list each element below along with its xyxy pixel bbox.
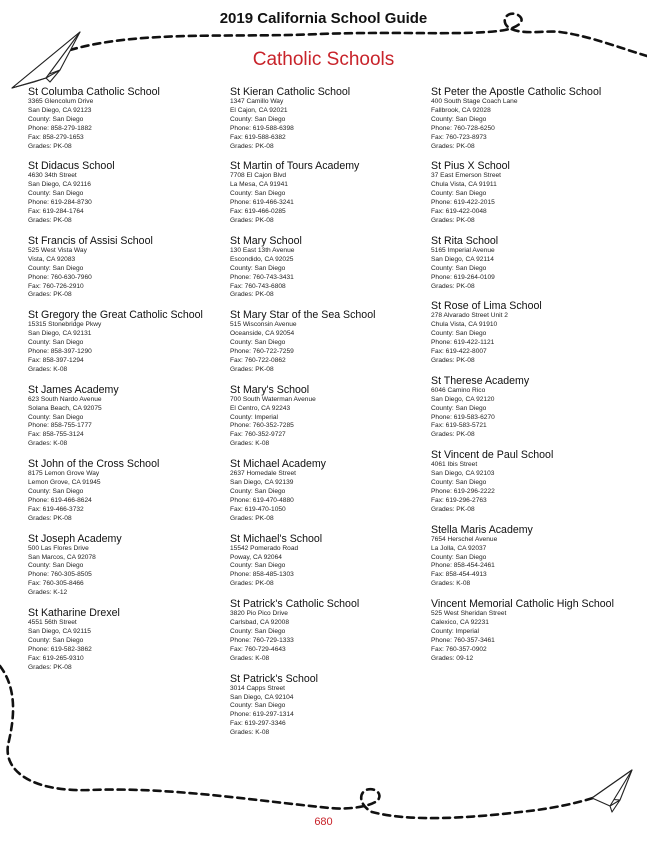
school-entry xyxy=(230,673,430,738)
school-grades: Grades: K-08 xyxy=(230,440,270,448)
school-name: St Therese Academy xyxy=(431,374,530,387)
school-city: Oceanside, CA 92054 xyxy=(230,330,295,338)
school-city: La Mesa, CA 91941 xyxy=(230,181,288,189)
school-address: 525 West Vista Way xyxy=(28,246,87,254)
school-grades: Grades: K-08 xyxy=(28,440,68,448)
school-entry xyxy=(230,235,430,300)
school-name: St Columba Catholic School xyxy=(28,86,160,98)
school-grades: Grades: PK-08 xyxy=(431,216,475,224)
school-city: Chula Vista, CA 91911 xyxy=(431,181,497,189)
school-address: 5165 Imperial Avenue xyxy=(431,246,495,254)
school-fax: Fax: 760-352-9727 xyxy=(230,431,286,439)
school-county: County: San Diego xyxy=(230,190,286,198)
school-entry xyxy=(431,598,631,663)
school-grades: Grades: K-08 xyxy=(28,365,68,373)
school-phone: Phone: 858-755-1777 xyxy=(28,422,92,430)
school-name: St Francis of Assisi School xyxy=(28,234,153,247)
school-entry xyxy=(28,458,228,523)
school-city: San Diego, CA 92103 xyxy=(431,470,495,478)
school-phone: Phone: 760-728-6250 xyxy=(431,124,495,132)
school-fax: Fax: 760-357-0902 xyxy=(431,645,487,653)
school-address: 500 Las Flores Drive xyxy=(28,544,89,552)
school-county: County: San Diego xyxy=(431,115,487,123)
school-phone: Phone: 619-264-0109 xyxy=(431,273,495,281)
school-address: 278 Alvarado Street Unit 2 xyxy=(431,312,508,320)
school-phone: Phone: 619-296-2222 xyxy=(431,488,495,495)
school-grades: Grades: PK-08 xyxy=(230,216,274,224)
school-county: County: San Diego xyxy=(230,702,286,710)
school-entry xyxy=(431,524,631,589)
school-grades: Grades: PK-08 xyxy=(230,142,274,150)
school-city: San Diego, CA 92139 xyxy=(230,479,294,487)
school-name: St Patrick's Catholic School xyxy=(230,598,360,611)
school-city: San Diego, CA 92116 xyxy=(28,181,91,189)
school-grades: Grades: PK-08 xyxy=(230,365,274,373)
school-phone: Phone: 858-454-2461 xyxy=(431,562,495,570)
school-county: County: San Diego xyxy=(28,636,84,644)
school-grades: Grades: K-08 xyxy=(230,654,270,662)
school-city: San Diego, CA 92114 xyxy=(431,255,494,263)
school-entry xyxy=(28,607,228,672)
school-address: 3820 Pio Pico Drive xyxy=(230,610,288,618)
school-column-3 xyxy=(431,86,631,673)
school-name: St Pius X School xyxy=(431,160,510,173)
school-phone: Phone: 760-352-7285 xyxy=(230,422,294,430)
school-entry xyxy=(431,449,631,514)
school-address: 15542 Pomerado Road xyxy=(230,544,299,552)
school-county: County: San Diego xyxy=(230,339,286,347)
school-grades: Grades: PK-08 xyxy=(230,514,274,522)
school-fax: Fax: 619-297-3346 xyxy=(230,720,286,728)
school-name: St Michael Academy xyxy=(230,458,326,471)
school-address: 130 East 13th Avenue xyxy=(230,246,295,254)
school-county: County: San Diego xyxy=(28,413,84,421)
school-city: El Centro, CA 92243 xyxy=(230,404,291,412)
school-city: El Cajon, CA 92021 xyxy=(230,106,288,114)
school-fax: Fax: 760-726-2910 xyxy=(28,282,84,290)
school-address: 3365 Glencolum Drive xyxy=(28,98,94,105)
school-county: County: San Diego xyxy=(28,115,84,123)
school-phone: Phone: 858-279-1882 xyxy=(28,124,92,132)
school-grades: Grades: PK-08 xyxy=(28,142,72,150)
school-name: St Joseph Academy xyxy=(28,532,122,545)
school-fax: Fax: 760-722-0862 xyxy=(230,356,286,364)
school-city: San Diego, CA 92123 xyxy=(28,106,92,114)
school-entry xyxy=(28,533,228,598)
school-name: St Mary's School xyxy=(230,383,310,396)
school-name: St Peter the Apostle Catholic School xyxy=(431,86,602,98)
school-fax: Fax: 619-284-1764 xyxy=(28,208,84,216)
school-name: St Martin of Tours Academy xyxy=(230,160,360,173)
page-number: 680 xyxy=(314,816,333,828)
school-grades: Grades: PK-08 xyxy=(230,291,274,299)
school-phone: Phone: 619-588-6398 xyxy=(230,124,294,132)
school-county: County: San Diego xyxy=(28,339,84,347)
school-county: County: San Diego xyxy=(230,627,286,635)
school-county: County: San Diego xyxy=(431,404,487,412)
school-entry xyxy=(230,160,430,225)
school-grades: Grades: PK-08 xyxy=(28,514,72,522)
school-fax: Fax: 619-588-6382 xyxy=(230,133,286,141)
school-phone: Phone: 760-722-7259 xyxy=(230,348,294,356)
school-county: County: San Diego xyxy=(230,264,286,272)
school-phone: Phone: 619-284-8730 xyxy=(28,199,92,207)
school-entry xyxy=(28,86,228,151)
school-county: County: San Diego xyxy=(230,115,286,123)
school-county: County: San Diego xyxy=(28,264,84,272)
school-entry xyxy=(28,160,228,225)
school-address: 400 South Stage Coach Lane xyxy=(431,98,518,105)
school-address: 4630 34th Street xyxy=(28,172,77,180)
school-fax: Fax: 760-729-4643 xyxy=(230,645,286,653)
school-city: San Diego, CA 92104 xyxy=(230,693,294,701)
school-name: St James Academy xyxy=(28,383,119,396)
school-phone: Phone: 619-466-3241 xyxy=(230,199,294,207)
school-entry xyxy=(431,300,631,365)
school-entry xyxy=(28,235,228,300)
school-grades: Grades: PK-08 xyxy=(230,580,274,588)
school-name: St Vincent de Paul School xyxy=(431,449,554,462)
school-phone: Phone: 619-422-1121 xyxy=(431,339,495,347)
school-grades: Grades: PK-08 xyxy=(28,216,72,224)
school-entry xyxy=(431,235,631,292)
school-name: St Mary School xyxy=(230,234,302,247)
school-entry xyxy=(28,384,228,449)
school-phone: Phone: 619-582-3862 xyxy=(28,645,92,653)
school-city: Carlsbad, CA 92008 xyxy=(230,619,290,627)
school-entry xyxy=(230,384,430,449)
school-city: Lemon Grove, CA 91945 xyxy=(28,479,101,487)
school-address: 515 Wisconsin Avenue xyxy=(230,321,297,329)
school-address: 4551 56th Street xyxy=(28,619,77,627)
school-column-2 xyxy=(230,86,430,747)
school-address: 8175 Lemon Grove Way xyxy=(28,470,100,478)
school-county: County: San Diego xyxy=(230,562,286,570)
school-phone: Phone: 619-583-6270 xyxy=(431,413,495,421)
school-fax: Fax: 760-305-8466 xyxy=(28,580,84,588)
school-county: County: San Diego xyxy=(431,190,487,198)
school-entry xyxy=(230,86,430,151)
school-name: St Katharine Drexel xyxy=(28,607,120,620)
school-phone: Phone: 760-630-7960 xyxy=(28,273,92,281)
school-phone: Phone: 619-466-8624 xyxy=(28,496,92,504)
school-phone: Phone: 858-397-1290 xyxy=(28,348,92,356)
school-grades: Grades: PK-08 xyxy=(431,142,475,150)
school-grades: Grades: K-08 xyxy=(230,729,270,737)
school-fax: Fax: 619-422-0048 xyxy=(431,208,487,216)
school-grades: Grades: PK-08 xyxy=(431,505,475,513)
school-county: County: San Diego xyxy=(28,190,84,198)
school-county: County: San Diego xyxy=(431,553,487,561)
school-name: St Rose of Lima School xyxy=(431,300,542,313)
school-address: 525 West Sheridan Street xyxy=(431,610,507,618)
school-entry xyxy=(230,598,430,663)
school-city: Solana Beach, CA 92075 xyxy=(28,404,102,412)
school-address: 700 South Waterman Avenue xyxy=(230,395,316,403)
school-entry xyxy=(230,533,430,590)
school-entry xyxy=(28,309,228,374)
school-fax: Fax: 619-466-0285 xyxy=(230,208,286,216)
school-city: Calexico, CA 92231 xyxy=(431,619,489,627)
school-county: County: San Diego xyxy=(230,488,286,495)
school-grades: Grades: PK-08 xyxy=(28,291,72,299)
school-name: St Gregory the Great Catholic School xyxy=(28,309,203,322)
school-city: San Diego, CA 92115 xyxy=(28,627,91,635)
school-name: St John of the Cross School xyxy=(28,458,160,471)
school-fax: Fax: 619-265-9310 xyxy=(28,654,84,662)
school-fax: Fax: 858-755-3124 xyxy=(28,431,84,439)
school-entry xyxy=(431,86,631,151)
school-county: County: Imperial xyxy=(230,413,279,421)
school-phone: Phone: 619-470-4880 xyxy=(230,496,294,504)
school-name: Vincent Memorial Catholic High School xyxy=(431,598,614,611)
school-name: St Mary Star of the Sea School xyxy=(230,309,376,322)
school-city: Escondido, CA 92025 xyxy=(230,255,294,263)
school-fax: Fax: 760-723-8973 xyxy=(431,133,487,141)
school-city: Chula Vista, CA 91910 xyxy=(431,321,498,329)
school-county: County: San Diego xyxy=(431,479,487,487)
school-address: 15315 Stonebridge Pkwy xyxy=(28,321,102,329)
school-phone: Phone: 858-485-1303 xyxy=(230,571,294,579)
school-phone: Phone: 760-305-8505 xyxy=(28,571,92,579)
school-grades: Grades: PK-08 xyxy=(431,356,475,364)
school-city: La Jolla, CA 92037 xyxy=(431,544,487,552)
school-fax: Fax: 858-397-1294 xyxy=(28,356,84,364)
school-grades: Grades: K-08 xyxy=(431,580,471,588)
school-grades: Grades: 09-12 xyxy=(431,654,474,662)
school-city: San Marcos, CA 92078 xyxy=(28,553,96,561)
school-fax: Fax: 619-470-1050 xyxy=(230,505,286,513)
school-fax: Fax: 619-296-2763 xyxy=(431,496,487,504)
school-phone: Phone: 760-729-1333 xyxy=(230,636,294,644)
school-grades: Grades: PK-08 xyxy=(431,282,475,290)
school-city: San Diego, CA 92131 xyxy=(28,330,92,338)
school-phone: Phone: 619-297-1314 xyxy=(230,711,294,719)
school-address: 4061 Ibis Street xyxy=(431,461,478,469)
school-city: San Diego, CA 92120 xyxy=(431,395,495,403)
school-county: County: San Diego xyxy=(28,488,84,495)
school-entry xyxy=(431,375,631,440)
school-name: St Rita School xyxy=(431,234,499,247)
school-address: 6046 Camino Rico xyxy=(431,386,486,394)
school-address: 2637 Homedale Street xyxy=(230,470,296,478)
school-fax: Fax: 760-743-6808 xyxy=(230,282,286,290)
school-name: Stella Maris Academy xyxy=(431,523,533,536)
school-fax: Fax: 858-454-4913 xyxy=(431,571,487,579)
school-address: 7708 El Cajon Blvd xyxy=(230,172,287,180)
school-name: St Patrick's School xyxy=(230,672,318,685)
school-address: 623 South Nardo Avenue xyxy=(28,395,102,403)
school-address: 3014 Capps Street xyxy=(230,684,285,692)
school-county: County: San Diego xyxy=(28,562,84,570)
school-fax: Fax: 619-583-5721 xyxy=(431,422,487,430)
school-phone: Phone: 760-357-3461 xyxy=(431,636,495,644)
school-grades: Grades: K-12 xyxy=(28,589,68,597)
school-name: St Kieran Catholic School xyxy=(230,86,351,98)
school-name: St Didacus School xyxy=(28,160,115,173)
school-phone: Phone: 760-743-3431 xyxy=(230,273,294,281)
school-column-1 xyxy=(28,86,228,682)
school-address: 37 East Emerson Street xyxy=(431,172,502,180)
school-entry xyxy=(230,309,430,374)
guide-title: 2019 California School Guide xyxy=(219,10,428,27)
school-address: 1347 Camillo Way xyxy=(230,98,284,105)
school-fax: Fax: 619-422-8007 xyxy=(431,348,487,356)
school-fax: Fax: 858-279-1653 xyxy=(28,133,84,141)
school-county: County: Imperial xyxy=(431,627,480,635)
school-address: 7654 Herschel Avenue xyxy=(431,535,498,543)
school-city: Fallbrook, CA 92028 xyxy=(431,106,491,114)
school-city: Poway, CA 92064 xyxy=(230,553,282,561)
school-city: Vista, CA 92083 xyxy=(28,255,76,263)
school-grades: Grades: PK-08 xyxy=(28,663,72,671)
school-phone: Phone: 619-422-2015 xyxy=(431,199,495,207)
paper-airplane-icon xyxy=(592,770,632,812)
school-county: County: San Diego xyxy=(431,264,487,272)
section-title: Catholic Schools xyxy=(252,49,395,70)
school-entry xyxy=(431,160,631,225)
school-name: St Michael's School xyxy=(230,532,323,545)
school-fax: Fax: 619-466-3732 xyxy=(28,505,84,513)
school-county: County: San Diego xyxy=(431,330,487,338)
school-entry xyxy=(230,458,430,523)
school-grades: Grades: PK-08 xyxy=(431,431,475,439)
